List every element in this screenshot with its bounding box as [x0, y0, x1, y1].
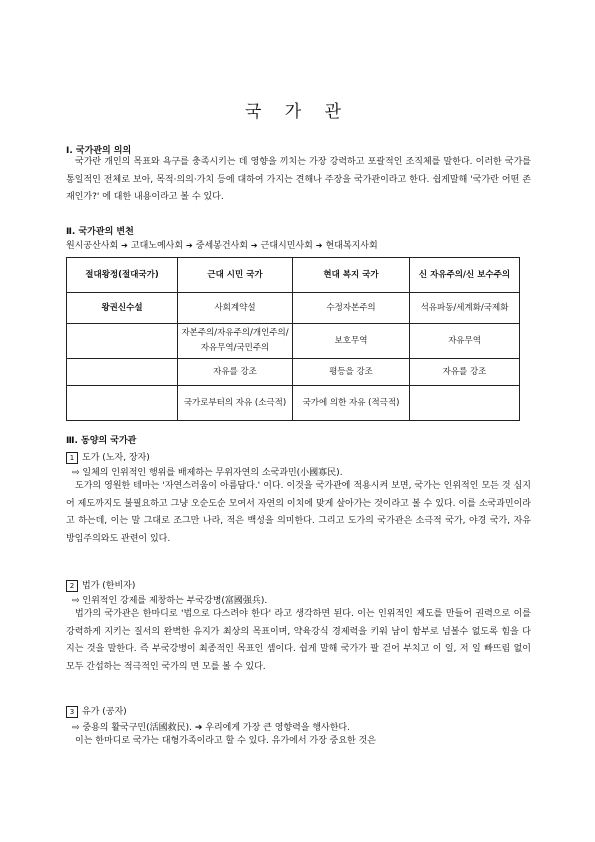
beopga-point: ⇨ 인위적인 강제를 제창하는 부국강병(富國强兵).: [72, 596, 268, 606]
table-cell: [67, 324, 178, 359]
table-cell: 석유파동/세계화/국제화: [410, 293, 520, 324]
table-cell: 평등을 강조: [293, 359, 410, 386]
table-cell: 수정자본주의: [293, 293, 410, 324]
arrow-icon: ➔: [315, 241, 323, 250]
table-cell: 자유무역: [410, 324, 520, 359]
flow-stage: 원시공산사회: [66, 241, 119, 251]
section-2-heading: Ⅱ. 국가관의 변천: [66, 227, 134, 237]
flow-stage: 근대시민사회: [260, 241, 313, 251]
number-box-icon: 2: [66, 580, 78, 592]
flow-stage: 고대노예사회: [130, 241, 184, 251]
society-flow: [66, 238, 378, 251]
table-cell: 보호무역: [293, 324, 410, 359]
arrow-icon: ➔: [121, 241, 128, 250]
table-cell: [410, 386, 520, 421]
beopga-body: 법가의 국가관은 한마디로 '법으로 다스려야 한다' 라고 생각하면 된다. 이는 인위적인 제도를 만들어 권력으로 이를 강력하게 지키는 질서의 완벽한 유지가 최상의 목표이며, 약육강식 경제력을 키워 남이 함부로 넘볼수 없도록 힘을 다 지는 것을 말한다. 즉 부국강병이 최종적인 목표인 셈이다. 쉽게 말해 국가가 팔 걷어 부치고 이 일, 저 일 빠뜨림 없이 모두 간섭하는 적극적인 국가의 면 모를 볼 수 있다.: [66, 609, 531, 672]
table-row: [67, 293, 520, 324]
page-title: 국 가 관: [244, 102, 351, 122]
number-box-icon: 1: [66, 452, 78, 464]
table-header-cell: 현대 복지 국가: [293, 258, 410, 293]
number-box-icon: 3: [66, 706, 78, 718]
table-header-cell: 절대왕정(절대국가): [67, 258, 178, 293]
table-cell: 국가에 의한 자유 (적극적): [293, 386, 410, 421]
table-header-row: [67, 258, 520, 293]
table-row: [67, 386, 520, 421]
arrow-icon: ➔: [186, 241, 193, 250]
yuga-title: [66, 704, 127, 718]
table-cell: [67, 386, 178, 421]
daoga-title: [66, 450, 150, 464]
section-3-heading: Ⅲ. 동양의 국가관: [66, 436, 137, 446]
yuga-point: ⇨ 중용의 활국구민(活國救民). ➔ 우리에게 가장 큰 영향력을 행사한다.: [72, 723, 350, 733]
table-header-cell: 신 자유주의/신 보수주의: [410, 258, 520, 293]
table-cell: 자유를 강조: [178, 359, 293, 386]
arrow-icon: ➔: [250, 241, 258, 250]
yuga-body: 이는 한마디로 국가는 대형가족이라고 할 수 있다. 유가에서 가장 중요한 것은: [75, 736, 376, 746]
table-header-cell: 근대 시민 국가: [178, 258, 293, 293]
table-row: [67, 324, 520, 359]
yuga-title-text: 유가 (공자): [82, 707, 127, 717]
flow-stage: 중세봉건사회: [195, 241, 248, 251]
flow-stage: 현대복지사회: [325, 241, 378, 251]
table-cell: [67, 359, 178, 386]
daoga-title-text: 도가 (노자, 장자): [82, 453, 150, 463]
table-row: [67, 359, 520, 386]
table-cell: 자유를 강조: [410, 359, 520, 386]
beopga-title-text: 법가 (한비자): [82, 581, 136, 591]
daoga-point: ⇨ 일체의 인위적인 행위를 배제하는 무위자연의 소국과민(小國寡民).: [72, 468, 343, 478]
table-cell: 왕권신수설: [67, 293, 178, 324]
table-cell: 사회계약설: [178, 293, 293, 324]
state-view-table: [66, 257, 520, 421]
table-cell: 국가로부터의 자유 (소극적): [178, 386, 293, 421]
daoga-body: 도가의 영원한 테마는 '자연스러움이 아름답다.' 이다. 이것을 국가관에 적용시켜 보면, 국가는 인위적인 모든 것 심지어 제도까지도 불필요하고 그냥 오순도순 모여서 자연의 이치에 맞게 살아가는 것이라고 볼 수 있다. 이를 소국과민이라 고 하는데, 이는 말 그대로 조그만 나라, 적은 백성을 의미한다. 그리고 도가의 국가관은 소극적 국가, 야경 국가, 자유 방임주의와도 관련이 있다.: [66, 481, 531, 544]
table-cell: 자본주의/자유주의/개인주의/자유무역/국민주의: [178, 324, 293, 359]
section-1-heading: Ⅰ. 국가관의 의의: [66, 146, 132, 156]
section-1-body: 국가란 개인의 목표와 욕구를 충족시키는 데 영향을 끼치는 가장 강력하고 포괄적인 조직체를 말한다. 이러한 국가를 통일적인 전체로 보아, 목적·의의·가치 등에 대하여 가지는 견해나 주장을 국가관이라고 한다. 쉽게말해 '국가란 어떤 존재인가?' 에 대한 내용이라고 볼 수 있다.: [66, 157, 531, 202]
beopga-title: [66, 578, 135, 592]
